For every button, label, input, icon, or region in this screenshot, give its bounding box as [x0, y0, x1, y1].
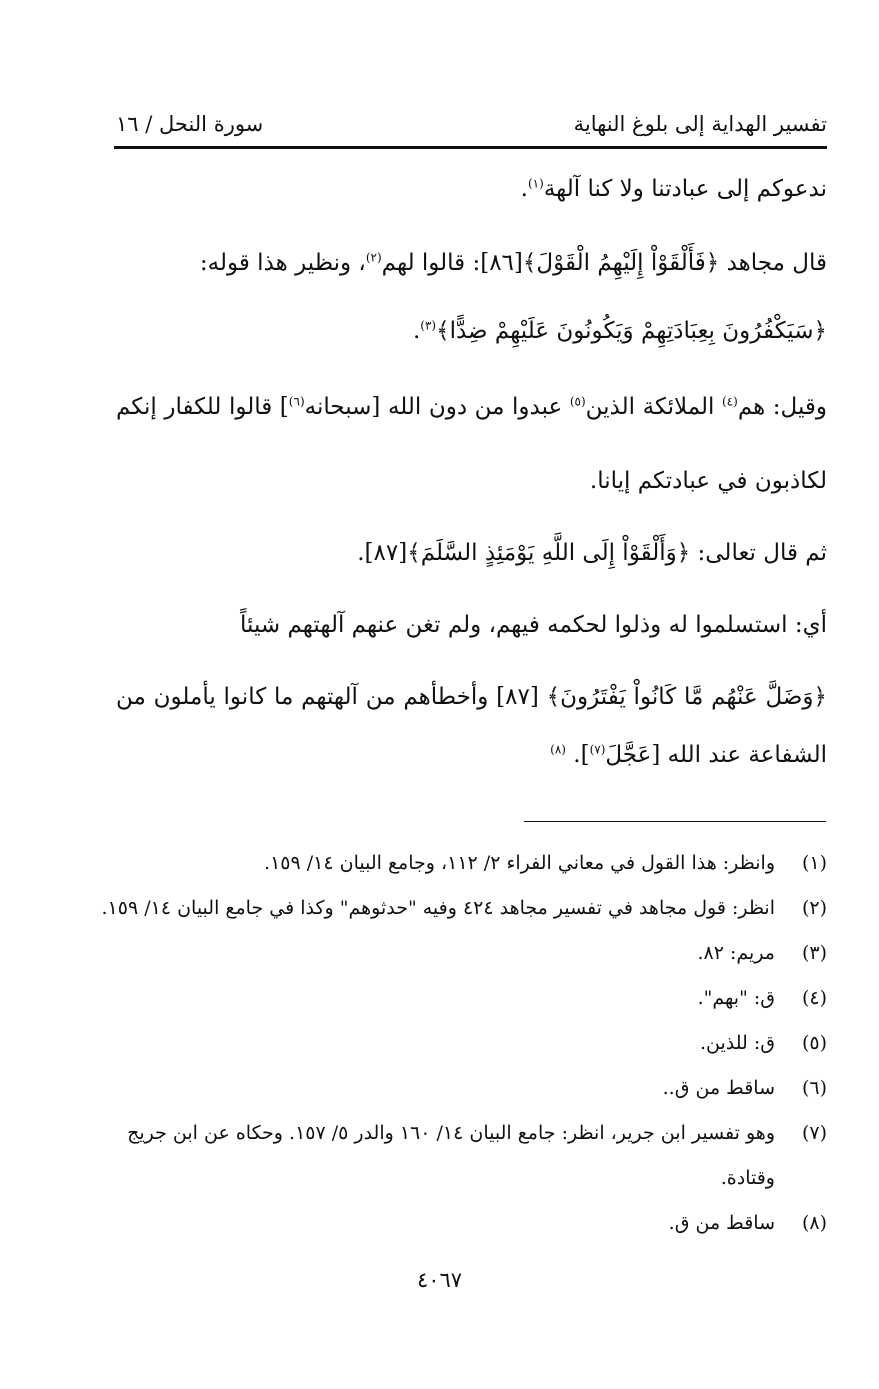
footnote-ref: (٧): [589, 742, 606, 757]
honorific-glyph: عَجَّلَ: [605, 742, 652, 768]
footnote-ref: (٥): [569, 394, 586, 409]
quran-quote: ﴿سَيَكْفُرُونَ بِعِبَادَتِهِمْ وَيَكُونُونَ عَلَيْهِمْ ضِدًّا﴾: [436, 318, 827, 344]
footnote-number: (٣): [801, 942, 827, 964]
body-line-1: ندعوكم إلى عبادتنا ولا كنا آلهة$^{(١)}$.: [520, 176, 827, 202]
body-line-8: ﴿وَضَلَّ عَنْهُم مَّا كَانُواْ يَفْتَرُونَ﴾ [٨٧] وأخطأهم من آلهتهم ما كانوا يأملون من: [116, 684, 827, 710]
body-line-4: وقيل: هم$^{(٤)}$ الملائكة الذين$^{(٥)}$ عبدوا من دون الله [سبحانه$^{(٦)}$] قالوا للكفار إنكم: [116, 394, 828, 420]
quran-quote: ﴿فَأَلْقَوْاْ إِلَيْهِمُ الْقَوْلَ﴾: [522, 250, 720, 276]
footnote-ref: (٢): [365, 250, 382, 265]
body-line-9: الشفاعة عند الله [عَجَّلَ$^{(٧)}$]. $^{(٨)}$: [550, 742, 827, 768]
footnote-number: (٨): [801, 1212, 827, 1234]
footnote-2: (٢)انظر: قول مجاهد في تفسير مجاهد ٤٢٤ وفيه "حدثوهم" وكذا في جامع البيان ١٤/ ١٥٩.: [101, 897, 827, 919]
body-line-3: ﴿سَيَكْفُرُونَ بِعِبَادَتِهِمْ وَيَكُونُونَ عَلَيْهِمْ ضِدًّا﴾$^{(٣)}$.: [412, 318, 827, 344]
body-line-6: ثم قال تعالى: ﴿وَأَلْقَوْاْ إِلَى اللَّهِ يَوْمَئِذٍ السَّلَمَ﴾[٨٧].: [357, 540, 827, 566]
footnote-3: (٣)مريم: ٨٢.: [697, 942, 827, 964]
footnote-rule: [524, 821, 826, 822]
header-rule: [114, 146, 827, 149]
body-line-2: قال مجاهد ﴿فَأَلْقَوْاْ إِلَيْهِمُ الْقَوْلَ﴾[٨٦]: قالوا لهم$^{(٢)}$، ونظير هذا قوله:: [199, 250, 827, 276]
footnote-ref: (١): [527, 176, 544, 191]
footnote-number: (٦): [801, 1077, 827, 1099]
footnote-ref: (٦): [288, 394, 305, 409]
footnote-ref: (٣): [420, 318, 437, 333]
footnote-6: (٦)ساقط من ق..: [662, 1077, 827, 1099]
body-line-7: أي: استسلموا له وذلوا لحكمه فيهم، ولم تغن عنهم آلهتهم شيئاً: [240, 612, 827, 638]
footnote-4: (٤)ق: "بهم".: [697, 987, 827, 1009]
footnote-number: (٢): [801, 897, 827, 919]
footnote-1: (١)وانظر: هذا القول في معاني الفراء ٢/ ١١٢، وجامع البيان ١٤/ ١٥٩.: [264, 852, 827, 874]
quran-quote: ﴿وَضَلَّ عَنْهُم مَّا كَانُواْ يَفْتَرُونَ﴾: [546, 684, 827, 710]
footnote-number: (١): [801, 852, 827, 874]
page-number: ٤٠٦٧: [416, 1268, 463, 1292]
footnote-7-continuation: وقتادة.: [720, 1167, 775, 1189]
footnote-5: (٥)ق: للذين.: [699, 1032, 827, 1054]
footnote-number: (٥): [801, 1032, 827, 1054]
footnote-8: (٨)ساقط من ق.: [668, 1212, 827, 1234]
footnote-number: (٧): [801, 1122, 827, 1144]
quran-quote: ﴿وَأَلْقَوْاْ إِلَى اللَّهِ يَوْمَئِذٍ السَّلَمَ﴾: [407, 540, 691, 566]
body-line-5: لكاذبون في عبادتكم إيانا.: [589, 468, 827, 494]
running-header-surah: سورة النحل / ١٦: [116, 112, 264, 136]
footnote-ref: (٤): [721, 394, 738, 409]
footnote-7: (٧)وهو تفسير ابن جرير، انظر: جامع البيان ١٤/ ١٦٠ والدر ٥/ ١٥٧. وحكاه عن ابن جريج: [127, 1122, 827, 1144]
running-header-title: تفسير الهداية إلى بلوغ النهاية: [573, 112, 827, 136]
footnote-ref: (٨): [550, 742, 566, 757]
footnote-number: (٤): [801, 987, 827, 1009]
